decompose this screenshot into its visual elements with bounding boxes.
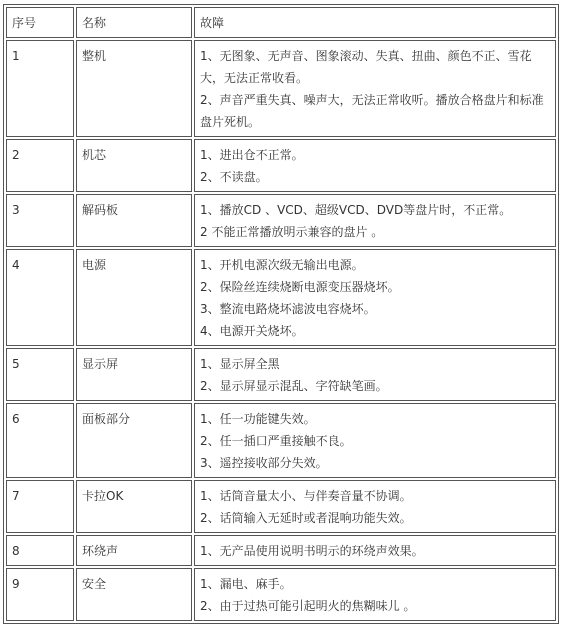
- table-row: [6, 249, 556, 346]
- fault-line: 1、显示屏全黑: [200, 357, 280, 371]
- fault-table: [3, 4, 559, 624]
- fault-description-cell: [194, 535, 556, 566]
- fault-line: 2、不读盘。: [200, 170, 268, 184]
- row-number-cell: 1: [6, 40, 74, 137]
- header-cell-no: 序号: [6, 7, 74, 38]
- header-cell-name: 名称: [76, 7, 192, 38]
- row-number-cell: 2: [6, 139, 74, 192]
- component-name-cell: 环绕声: [76, 535, 192, 566]
- fault-line: 3、整流电路烧坏滤波电容烧坏。: [200, 302, 376, 316]
- fault-line: 1、话筒音量太小、与伴奏音量不协调。: [200, 489, 412, 503]
- row-number-cell: 8: [6, 535, 74, 566]
- document-body: [3, 4, 559, 624]
- component-name-cell: 解码板: [76, 194, 192, 247]
- fault-line: 2、显示屏显示混乱、字符缺笔画。: [200, 379, 388, 393]
- fault-description-cell: [194, 480, 556, 533]
- fault-line: 4、电源开关烧坏。: [200, 324, 304, 338]
- component-name-cell: 安全: [76, 568, 192, 621]
- table-row: [6, 403, 556, 478]
- fault-line: 1、任一功能键失效。: [200, 412, 316, 426]
- component-name-cell: 机芯: [76, 139, 192, 192]
- fault-line: 1、进出仓不正常。: [200, 148, 304, 162]
- table-header-row: [6, 7, 556, 38]
- component-name-cell: 面板部分: [76, 403, 192, 478]
- table-row: [6, 568, 556, 621]
- fault-description-cell: [194, 568, 556, 621]
- table-row: [6, 535, 556, 566]
- fault-line: 1、无图象、无声音、图象滚动、失真、扭曲、颜色不正、雪花大，无法正常收看。: [200, 49, 532, 85]
- table-row: [6, 139, 556, 192]
- fault-description-cell: [194, 348, 556, 401]
- fault-line: 2、话筒输入无延时或者混响功能失效。: [200, 511, 412, 525]
- fault-description-cell: [194, 40, 556, 137]
- row-number-cell: 6: [6, 403, 74, 478]
- table-row: [6, 480, 556, 533]
- fault-line: 1、开机电源次级无输出电源。: [200, 258, 364, 272]
- row-number-cell: 4: [6, 249, 74, 346]
- fault-description-cell: [194, 139, 556, 192]
- row-number-cell: 9: [6, 568, 74, 621]
- row-number-cell: 3: [6, 194, 74, 247]
- fault-description-cell: [194, 403, 556, 478]
- table-row: [6, 194, 556, 247]
- fault-line: 2、由于过热可能引起明火的焦糊味儿 。: [200, 599, 416, 613]
- fault-line: 2 不能正常播放明示兼容的盘片 。: [200, 225, 384, 239]
- fault-line: 2、声音严重失真、噪声大，无法正常收听。播放合格盘片和标准盘片死机。: [200, 93, 544, 129]
- fault-line: 3、遥控接收部分失效。: [200, 456, 328, 470]
- header-cell-fault: 故障: [194, 7, 556, 38]
- row-number-cell: 5: [6, 348, 74, 401]
- fault-line: 1、播放CD 、VCD、超级VCD、DVD等盘片时，不正常。: [200, 203, 512, 217]
- component-name-cell: 显示屏: [76, 348, 192, 401]
- component-name-cell: 整机: [76, 40, 192, 137]
- component-name-cell: 电源: [76, 249, 192, 346]
- fault-line: 2、任一插口严重接触不良。: [200, 434, 352, 448]
- fault-line: 2、保险丝连续烧断电源变压器烧坏。: [200, 280, 400, 294]
- row-number-cell: 7: [6, 480, 74, 533]
- fault-description-cell: [194, 249, 556, 346]
- fault-description-cell: [194, 194, 556, 247]
- fault-line: 1、无产品使用说明书明示的环绕声效果。: [200, 544, 424, 558]
- component-name-cell: 卡拉OK: [76, 480, 192, 533]
- fault-line: 1、漏电、麻手。: [200, 577, 292, 591]
- table-row: [6, 348, 556, 401]
- table-row: [6, 40, 556, 137]
- fault-table-body: [6, 7, 556, 621]
